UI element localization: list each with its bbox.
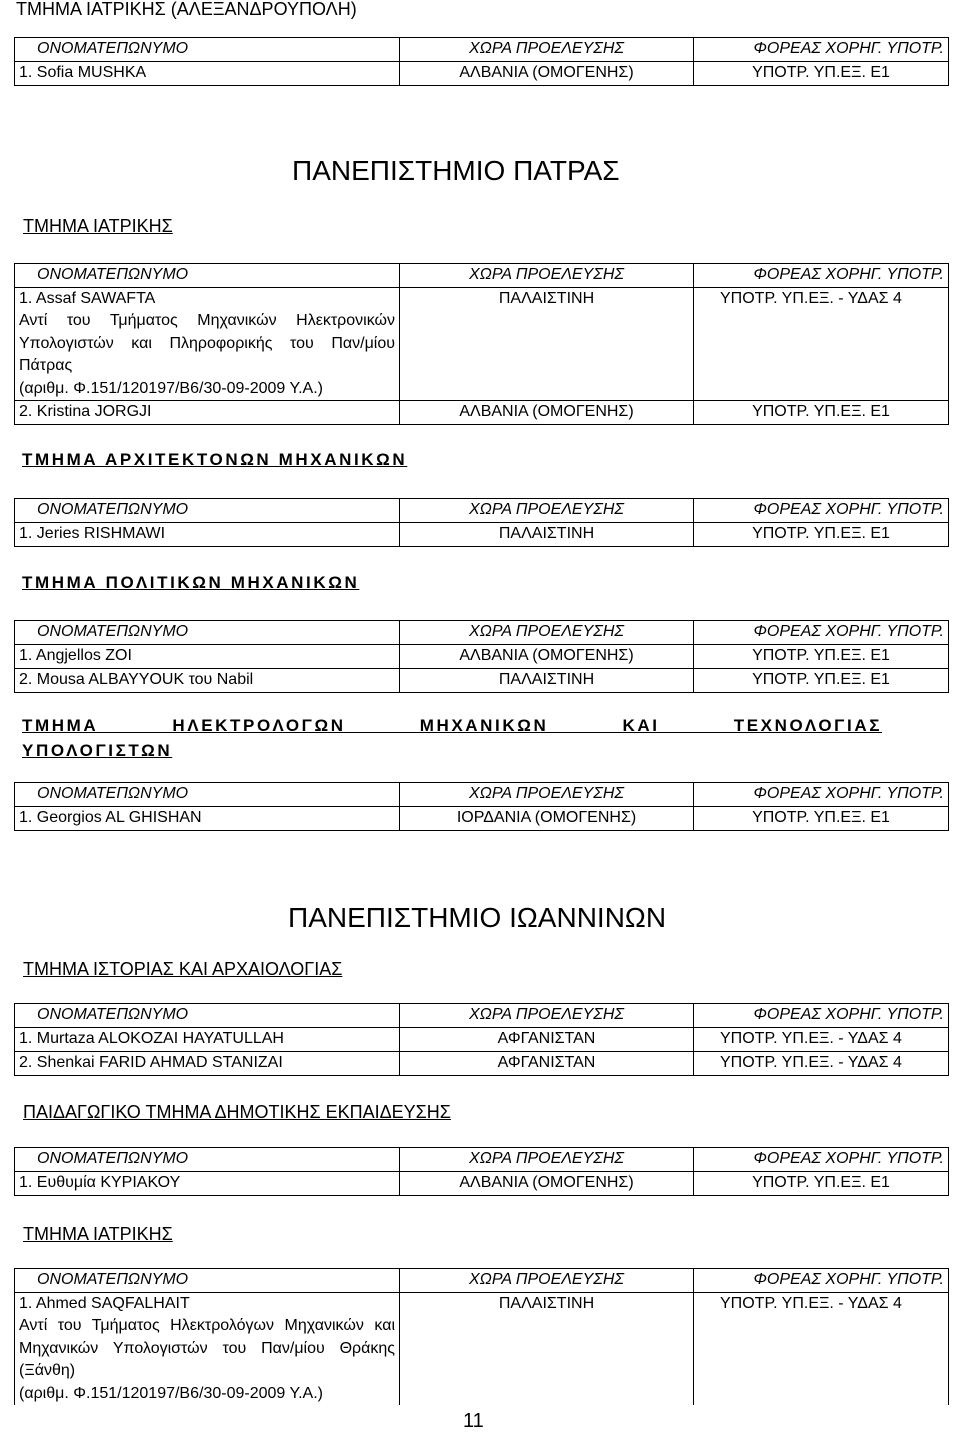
header-funder: ΦΟΡΕΑΣ ΧΟΡΗΓ. ΥΠΟΤΡ. [694, 1148, 949, 1172]
table-row [15, 400, 949, 424]
header-country: ΧΩΡΑ ΠΡΟΕΛΕΥΣΗΣ [400, 38, 694, 62]
student-funder: ΥΠΟΤΡ. ΥΠ.ΕΞ. Ε1 [694, 807, 949, 831]
student-country: ΑΛΒΑΝΙΑ (ΟΜΟΓΕΝΗΣ) [400, 1172, 694, 1196]
header-country: ΧΩΡΑ ΠΡΟΕΛΕΥΣΗΣ [400, 1148, 694, 1172]
header-name: ΟΝΟΜΑΤΕΠΩΝΥΜΟ [15, 1148, 400, 1172]
table-header [15, 621, 949, 645]
student-note: Αντί του Τμήματος Ηλεκτρολόγων Μηχανικών και Μηχανικών Υπολογιστών του Παν/μίου Θράκης (Ξάνθη) [19, 1317, 395, 1379]
table-header [15, 264, 949, 288]
page-number: 11 [463, 1410, 484, 1432]
header-country: ΧΩΡΑ ΠΡΟΕΛΕΥΣΗΣ [400, 621, 694, 645]
table-row [15, 1028, 949, 1052]
students-table-pedagogy [14, 1147, 949, 1196]
student-name: 1. Georgios AL GHISHAN [15, 807, 400, 831]
header-name: ΟΝΟΜΑΤΕΠΩΝΥΜΟ [15, 1004, 400, 1028]
header-funder: ΦΟΡΕΑΣ ΧΟΡΗΓ. ΥΠΟΤΡ. [694, 621, 949, 645]
student-country: ΑΛΒΑΝΙΑ (ΟΜΟΓΕΝΗΣ) [400, 62, 694, 86]
header-name: ΟΝΟΜΑΤΕΠΩΝΥΜΟ [15, 264, 400, 288]
header-name: ΟΝΟΜΑΤΕΠΩΝΥΜΟ [15, 783, 400, 807]
header-country: ΧΩΡΑ ΠΡΟΕΛΕΥΣΗΣ [400, 1269, 694, 1293]
table-header [15, 1269, 949, 1293]
student-country: ΠΑΛΑΙΣΤΙΝΗ [400, 523, 694, 547]
university-title-ioannina: ΠΑΝΕΠΙΣΤΗΜΙΟ ΙΩΑΝΝΙΝΩΝ [288, 902, 667, 933]
student-decision: (αριθμ. Φ.151/120197/Β6/30-09-2009 Υ.Α.) [19, 1384, 323, 1402]
student-name: 2. Shenkai FARID AHMAD STANIZAI [15, 1052, 400, 1076]
header-funder: ΦΟΡΕΑΣ ΧΟΡΗΓ. ΥΠΟΤΡ. [694, 264, 949, 288]
student-funder: ΥΠΟΤΡ. ΥΠ.ΕΞ. Ε1 [694, 523, 949, 547]
students-table-medicine-alexandroupoli [14, 37, 949, 86]
students-table-civil-engineering [14, 620, 949, 693]
table-header [15, 38, 949, 62]
student-name: 1. Jeries RISHMAWI [15, 523, 400, 547]
header-country: ΧΩΡΑ ΠΡΟΕΛΕΥΣΗΣ [400, 499, 694, 523]
student-cell [15, 288, 400, 401]
table-header [15, 1004, 949, 1028]
table-header [15, 1148, 949, 1172]
header-funder: ΦΟΡΕΑΣ ΧΟΡΗΓ. ΥΠΟΤΡ. [694, 1004, 949, 1028]
header-name: ΟΝΟΜΑΤΕΠΩΝΥΜΟ [15, 38, 400, 62]
table-row [15, 1172, 949, 1196]
header-country: ΧΩΡΑ ΠΡΟΕΛΕΥΣΗΣ [400, 264, 694, 288]
student-funder: ΥΠΟΤΡ. ΥΠ.ΕΞ. - ΥΔΑΣ 4 [694, 1052, 949, 1076]
header-funder: ΦΟΡΕΑΣ ΧΟΡΗΓ. ΥΠΟΤΡ. [694, 1269, 949, 1293]
student-country: ΑΦΓΑΝΙΣΤΑΝ [400, 1028, 694, 1052]
table-row [15, 288, 949, 401]
student-funder: ΥΠΟΤΡ. ΥΠ.ΕΞ. - ΥΔΑΣ 4 [694, 288, 949, 401]
student-country: ΑΛΒΑΝΙΑ (ΟΜΟΓΕΝΗΣ) [400, 400, 694, 424]
header-country: ΧΩΡΑ ΠΡΟΕΛΕΥΣΗΣ [400, 783, 694, 807]
students-table-ece [14, 782, 949, 831]
header-funder: ΦΟΡΕΑΣ ΧΟΡΗΓ. ΥΠΟΤΡ. [694, 499, 949, 523]
students-table-architecture [14, 498, 949, 547]
dept-title-ece-line2: ΥΠΟΛΟΓΙΣΤΩΝ [22, 741, 173, 760]
header-funder: ΦΟΡΕΑΣ ΧΟΡΗΓ. ΥΠΟΤΡ. [694, 38, 949, 62]
student-country: ΑΦΓΑΝΙΣΤΑΝ [400, 1052, 694, 1076]
student-note: Αντί του Τμήματος Μηχανικών Ηλεκτρονικών Υπολογιστών και Πληροφορικής του Παν/μίου Πάτρας [19, 312, 395, 374]
table-row [15, 523, 949, 547]
header-country: ΧΩΡΑ ΠΡΟΕΛΕΥΣΗΣ [400, 1004, 694, 1028]
student-funder: ΥΠΟΤΡ. ΥΠ.ΕΞ. Ε1 [694, 400, 949, 424]
header-funder: ΦΟΡΕΑΣ ΧΟΡΗΓ. ΥΠΟΤΡ. [694, 783, 949, 807]
dept-title-medicine-alexandroupoli: ΤΜΗΜΑ ΙΑΤΡΙΚΗΣ (ΑΛΕΞΑΝΔΡΟΥΠΟΛΗ) [16, 0, 357, 19]
student-name: 1. Assaf SAWAFTA [19, 290, 156, 307]
student-country: ΑΛΒΑΝΙΑ (ΟΜΟΓΕΝΗΣ) [400, 645, 694, 669]
dept-title-civil-engineering: ΤΜΗΜΑ ΠΟΛΙΤΙΚΩΝ ΜΗΧΑΝΙΚΩΝ [22, 573, 360, 592]
table-row [15, 669, 949, 693]
dept-title-history-archaeology: ΤΜΗΜΑ ΙΣΤΟΡΙΑΣ ΚΑΙ ΑΡΧΑΙΟΛΟΓΙΑΣ [23, 959, 343, 979]
dept-title-pedagogy: ΠΑΙΔΑΓΩΓΙΚΟ ΤΜΗΜΑ ΔΗΜΟΤΙΚΗΣ ΕΚΠΑΙΔΕΥΣΗΣ [23, 1102, 451, 1122]
student-cell [15, 1293, 400, 1405]
header-name: ΟΝΟΜΑΤΕΠΩΝΥΜΟ [15, 621, 400, 645]
table-row [15, 1052, 949, 1076]
table-header [15, 783, 949, 807]
student-country: ΠΑΛΑΙΣΤΙΝΗ [400, 669, 694, 693]
student-funder: ΥΠΟΤΡ. ΥΠ.ΕΞ. Ε1 [694, 62, 949, 86]
table-row [15, 1293, 949, 1405]
university-title-patras: ΠΑΝΕΠΙΣΤΗΜΙΟ ΠΑΤΡΑΣ [292, 155, 620, 186]
student-funder: ΥΠΟΤΡ. ΥΠ.ΕΞ. - ΥΔΑΣ 4 [694, 1293, 949, 1405]
dept-title-architecture: ΤΜΗΜΑ ΑΡΧΙΤΕΚΤΟΝΩΝ ΜΗΧΑΝΙΚΩΝ [22, 450, 408, 469]
student-name: 1. Sofia MUSHKA [15, 62, 400, 86]
student-name: 1. Angjellos ZOI [15, 645, 400, 669]
student-decision: (αριθμ. Φ.151/120197/Β6/30-09-2009 Υ.Α.) [19, 379, 323, 397]
students-table-history-archaeology [14, 1003, 949, 1076]
student-country: ΠΑΛΑΙΣΤΙΝΗ [400, 1293, 694, 1405]
student-funder: ΥΠΟΤΡ. ΥΠ.ΕΞ. Ε1 [694, 645, 949, 669]
student-country: ΠΑΛΑΙΣΤΙΝΗ [400, 288, 694, 401]
table-row [15, 645, 949, 669]
students-table-medicine-patras [14, 263, 949, 425]
table-row [15, 807, 949, 831]
student-name: 1. Ahmed SAQFALHAIT [19, 1295, 190, 1312]
student-name: 2. Kristina JORGJI [15, 400, 400, 424]
students-table-medicine-ioannina [14, 1268, 949, 1405]
dept-title-ece-line1: ΤΜΗΜΑ ΗΛΕΚΤΡΟΛΟΓΩΝ ΜΗΧΑΝΙΚΩΝ ΚΑΙ ΤΕΧΝΟΛΟΓΙΑΣ [22, 716, 882, 735]
student-name: 1. Murtaza ALOKOZAI HAYATULLAH [15, 1028, 400, 1052]
student-funder: ΥΠΟΤΡ. ΥΠ.ΕΞ. - ΥΔΑΣ 4 [694, 1028, 949, 1052]
student-name: 1. Ευθυμία ΚΥΡΙΑΚΟΥ [15, 1172, 400, 1196]
student-funder: ΥΠΟΤΡ. ΥΠ.ΕΞ. Ε1 [694, 1172, 949, 1196]
student-funder: ΥΠΟΤΡ. ΥΠ.ΕΞ. Ε1 [694, 669, 949, 693]
dept-title-medicine-patras: ΤΜΗΜΑ ΙΑΤΡΙΚΗΣ [23, 216, 173, 236]
student-country: ΙΟΡΔΑΝΙΑ (ΟΜΟΓΕΝΗΣ) [400, 807, 694, 831]
table-header [15, 499, 949, 523]
table-row [15, 62, 949, 86]
header-name: ΟΝΟΜΑΤΕΠΩΝΥΜΟ [15, 499, 400, 523]
student-name: 2. Mousa ALBAYYOUK του Nabil [15, 669, 400, 693]
dept-title-medicine-ioannina: ΤΜΗΜΑ ΙΑΤΡΙΚΗΣ [23, 1224, 173, 1244]
header-name: ΟΝΟΜΑΤΕΠΩΝΥΜΟ [15, 1269, 400, 1293]
